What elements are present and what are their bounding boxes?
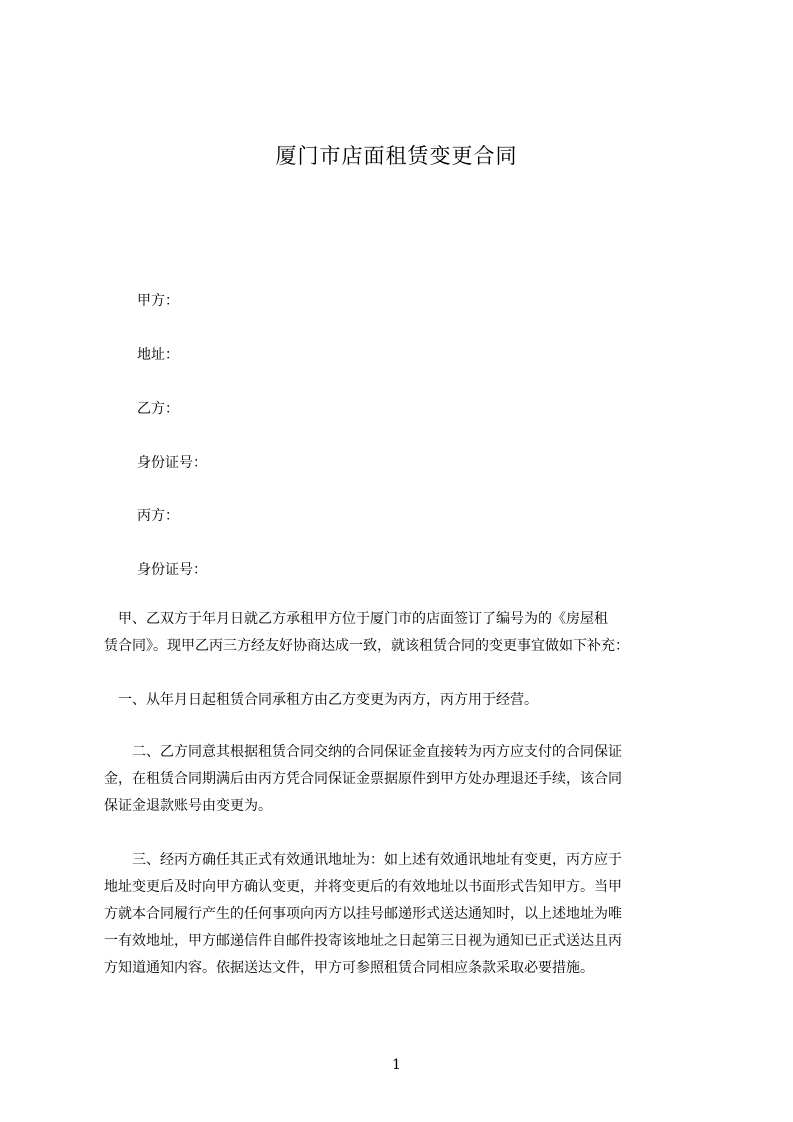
clause-3-line: 方知道通知内容。依据送达文件，甲方可参照租赁合同相应条款采取必要措施。 <box>104 960 594 976</box>
document-title: 厦门市店面租赁变更合同 <box>275 144 518 168</box>
page-number: 1 <box>392 1057 401 1073</box>
clause-2-line: 二、乙方同意其根据租赁合同交纳的合同保证金直接转为丙方应支付的合同保证 <box>104 744 622 760</box>
intro-line: 甲、乙双方于年月日就乙方承租甲方位于厦门市的店面签订了编号为的《房屋租 <box>104 611 608 627</box>
party-b-id-label: 身份证号： <box>137 455 207 471</box>
clause-3-line: 方就本合同履行产生的任何事项向丙方以挂号邮递形式送达通知时，以上述地址为唯 <box>104 906 622 922</box>
intro-paragraph <box>104 606 698 660</box>
clause-3-line: 一有效地址，甲方邮递信件自邮件投寄该地址之日起第三日视为通知已正式送达且丙 <box>104 933 622 949</box>
clause-2-line: 金，在租赁合同期满后由丙方凭合同保证金票据原件到甲方处办理退还手续，该合同 <box>104 771 622 787</box>
party-c-id-label: 身份证号： <box>137 562 207 578</box>
clause-3-line: 地址变更后及时向甲方确认变更，并将变更后的有效地址以书面形式告知甲方。当甲 <box>104 879 622 895</box>
clause-3-line: 三、经丙方确任其正式有效通讯地址为：如上述有效通讯地址有变更，丙方应于 <box>104 852 622 868</box>
address-label: 地址： <box>137 347 179 363</box>
clause-1-line: 一、从年月日起租赁合同承租方由乙方变更为丙方，丙方用于经营。 <box>104 692 538 708</box>
party-c-label: 丙方： <box>137 508 179 524</box>
clause-2-paragraph <box>104 739 698 820</box>
clause-3-paragraph <box>104 847 698 982</box>
party-a-label: 甲方： <box>137 293 179 309</box>
intro-line: 赁合同》。现甲乙丙三方经友好协商达成一致，就该租赁合同的变更事宜做如下补充： <box>104 638 629 654</box>
clause-2-line: 保证金退款账号由变更为。 <box>104 798 272 814</box>
party-b-label: 乙方： <box>137 401 179 417</box>
clause-1-paragraph <box>104 687 698 714</box>
